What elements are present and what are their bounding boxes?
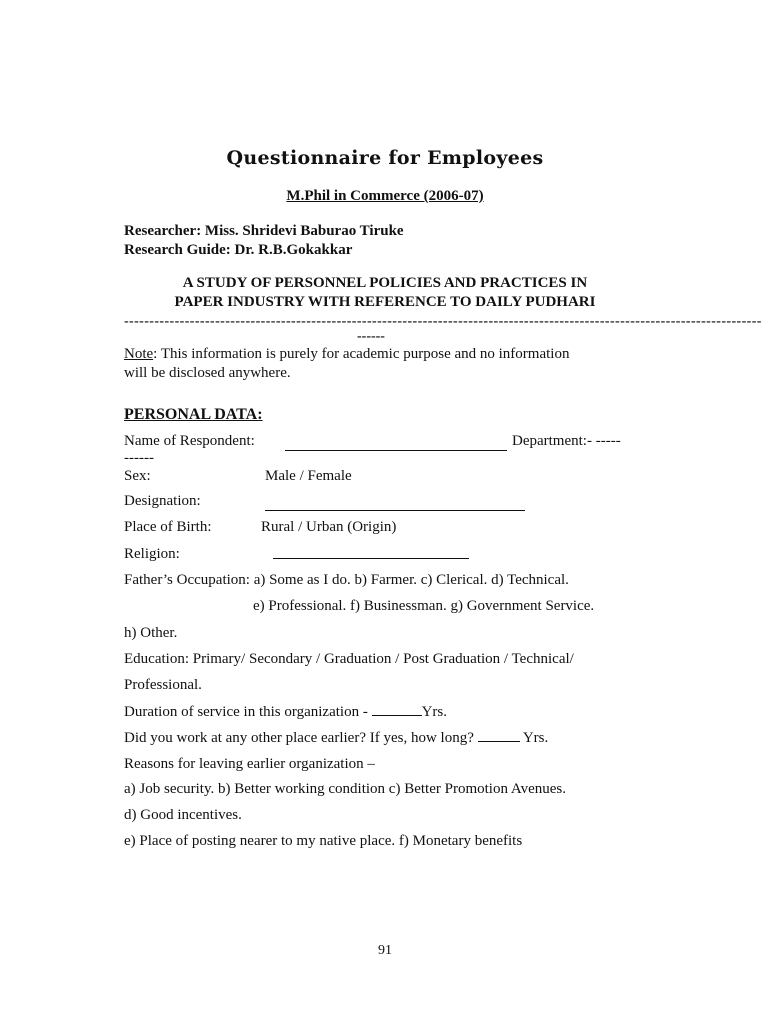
reasons-line-1: a) Job security. b) Better working condition c) Better Promotion Avenues. [124,781,566,797]
researcher-line: Researcher: Miss. Shridevi Baburao Tiruke [124,223,404,239]
religion-label: Religion: [124,546,180,562]
reasons-line-2: d) Good incentives. [124,807,242,823]
separator-dashes-short: ------ [357,329,385,344]
respondent-name-label: Name of Respondent: [124,433,255,449]
religion-field[interactable] [273,557,469,559]
earlier-work-line [124,730,548,747]
earlier-work-field[interactable] [478,740,520,742]
reasons-line-3: e) Place of posting nearer to my native place. f) Monetary benefits [124,833,523,849]
place-of-birth-label: Place of Birth: [124,519,212,535]
note-label: Note [124,346,154,362]
place-of-birth-options[interactable]: Rural / Urban (Origin) [261,519,397,535]
fathers-occupation-line-1: Father’s Occupation: a) Some as I do. b) Farmer. c) Clerical. d) Technical. [124,572,569,588]
duration-of-service-field[interactable] [372,714,422,716]
document-subtitle: M.Phil in Commerce (2006-07) [286,188,484,204]
designation-field[interactable] [265,509,525,511]
page-number: 91 [378,943,392,958]
education-line-2: Professional. [124,677,202,693]
earlier-work-label: Did you work at any other place earlier? If yes, how long? [124,730,478,746]
personal-data-heading: PERSONAL DATA: [124,406,263,423]
department-continuation: ------ [124,450,154,466]
separator-dashes: ------------------------------------------------------------------------------------------------------------------------------ [124,314,762,329]
duration-of-service-line [124,704,447,721]
sex-options[interactable]: Male / Female [265,468,352,484]
study-title-line-1: A STUDY OF PERSONNEL POLICIES AND PRACTICES IN [182,275,588,291]
education-line-1: Education: Primary/ Secondary / Graduation / Post Graduation / Technical/ [124,651,574,667]
department-label: Department:- ----- [512,433,621,449]
study-title-line-2: PAPER INDUSTRY WITH REFERENCE TO DAILY PUDHARI [174,294,596,310]
note-line-2: will be disclosed anywhere. [124,365,291,381]
research-guide-line: Research Guide: Dr. R.B.Gokakkar [124,242,353,258]
note-text-1: : This information is purely for academic purpose and no information [153,346,570,362]
duration-of-service-label: Duration of service in this organization - [124,704,372,720]
fathers-occupation-line-2: e) Professional. f) Businessman. g) Government Service. [253,598,595,614]
earlier-work-unit: Yrs. [519,730,549,746]
respondent-name-field[interactable] [285,449,507,451]
duration-of-service-unit: Yrs. [421,704,447,720]
sex-label: Sex: [124,468,151,484]
reasons-label: Reasons for leaving earlier organization – [124,756,375,772]
document-title: Questionnaire for Employees [226,147,544,169]
fathers-occupation-line-3: h) Other. [124,625,178,641]
designation-label: Designation: [124,493,201,509]
note-line-1 [124,346,569,363]
